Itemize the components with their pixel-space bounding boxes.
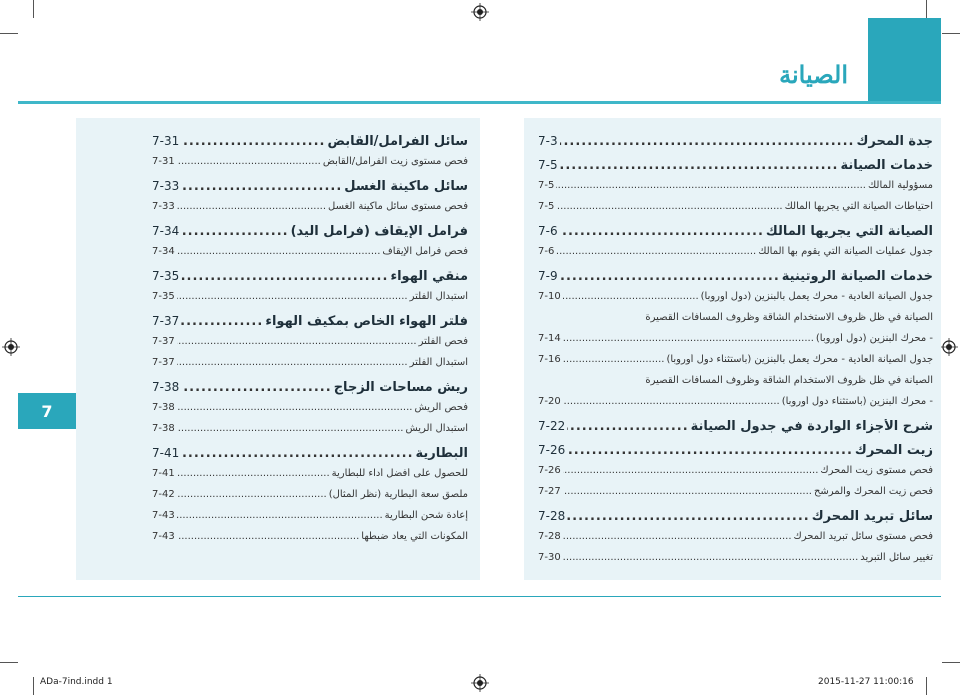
footer-timestamp: 2015-11-27 11:00:16 [818, 677, 914, 687]
header-rule [18, 101, 941, 104]
toc-subentry[interactable]: ملصق سعة البطارية (نظر المثال) ..... 7-42 [152, 489, 468, 510]
crop-mark [33, 0, 34, 18]
toc-subentry[interactable]: جدول عمليات الصيانة التي يقوم بها المالك ..... 7-6 [538, 246, 933, 267]
toc-entry[interactable]: خدمات الصيانة الروتينية ..... 7-9 [538, 269, 933, 291]
toc-subentry[interactable]: فحص مستوى زيت الفرامل/القابض ..... 7-31 [152, 156, 468, 177]
toc-subentry[interactable]: مسؤولية المالك ..... 7-5 [538, 180, 933, 201]
toc-subentry[interactable]: تغيير سائل التبريد ..... 7-30 [538, 552, 933, 573]
toc-subentry[interactable]: استبدال الفلتر ..... 7-35 [152, 291, 468, 312]
crop-mark [926, 677, 927, 695]
toc-subentry[interactable]: فحص زيت المحرك والمرشح ..... 7-27 [538, 486, 933, 507]
toc-subentry[interactable]: إعادة شحن البطارية ..... 7-43 [152, 510, 468, 531]
toc-subentry[interactable]: - محرك البنزين (دول أوروبا) ..... 7-14 [538, 333, 933, 354]
toc-entry[interactable]: الصيانة التي يجريها المالك ..... 7-6 [538, 224, 933, 246]
page-title: الصيانة [779, 60, 848, 89]
toc-entry[interactable]: ريش مساحات الزجاج ..... 7-38 [152, 380, 468, 402]
toc-column-left [152, 132, 468, 552]
toc-subentry[interactable]: للحصول على أفضل أداء للبطارية ..... 7-41 [152, 468, 468, 489]
chapter-corner-block [868, 18, 941, 101]
toc-subentry[interactable]: فحص فرامل الإيقاف ..... 7-34 [152, 246, 468, 267]
toc-entry[interactable]: فلتر الهواء الخاص بمكيف الهواء ..... 7-37 [152, 314, 468, 336]
registration-mark-icon [471, 674, 489, 692]
toc-subentry[interactable]: فحص مستوى سائل تبريد المحرك ..... 7-28 [538, 531, 933, 552]
chapter-tab [18, 393, 76, 429]
crop-mark [0, 662, 18, 663]
toc-subentry[interactable]: فحص الفلتر ..... 7-37 [152, 336, 468, 357]
toc-entry[interactable]: منقي الهواء ..... 7-35 [152, 269, 468, 291]
toc-subentry[interactable]: فحص مستوى سائل ماكينة الغسل ..... 7-33 [152, 201, 468, 222]
toc-subentry[interactable]: فحص مستوى زيت المحرك ..... 7-26 [538, 465, 933, 486]
toc-entry[interactable]: سائل الفرامل/القابض ..... 7-31 [152, 134, 468, 156]
toc-entry[interactable]: فرامل الإيقاف (فرامل اليد) ..... 7-34 [152, 224, 468, 246]
crop-mark [942, 662, 960, 663]
crop-mark [0, 33, 18, 34]
toc-entry[interactable]: خدمات الصيانة ..... 7-5 [538, 158, 933, 180]
toc-subentry[interactable]: احتياطات الصيانة التي يجريها المالك ..... 7-5 [538, 201, 933, 222]
toc-subentry[interactable]: - محرك البنزين (باستثناء دول أوروبا) ..... 7-20 [538, 396, 933, 417]
toc-subentry-continuation: الصيانة في ظل ظروف الاستخدام الشاقة وظروف المسافات القصيرة [645, 312, 933, 323]
registration-mark-icon [471, 3, 489, 21]
toc-subentry[interactable]: جدول الصيانة العادية - محرك يعمل بالبنزين (باستثناء دول أوروبا) ..... 7-16 [538, 354, 933, 375]
crop-mark [942, 33, 960, 34]
footer-filename: ADa-7ind.indd 1 [40, 677, 113, 687]
toc-subentry[interactable]: جدول الصيانة العادية - محرك يعمل بالبنزين (دول أوروبا) ..... 7-10 [538, 291, 933, 312]
registration-mark-icon [2, 338, 20, 356]
toc-subentry[interactable]: استبدال الفلتر ..... 7-37 [152, 357, 468, 378]
toc-entry[interactable]: البطارية ..... 7-41 [152, 446, 468, 468]
toc-entry[interactable]: جدة المحرك ..... 7-3 [538, 134, 933, 156]
toc-subentry[interactable]: استبدال الريش ..... 7-38 [152, 423, 468, 444]
chapter-number: 7 [41, 401, 53, 421]
toc-subentry[interactable]: فحص الريش ..... 7-38 [152, 402, 468, 423]
toc-subentry-continuation: الصيانة في ظل ظروف الاستخدام الشاقة وظروف المسافات القصيرة [645, 375, 933, 386]
footer-rule [18, 596, 941, 597]
crop-mark [33, 677, 34, 695]
toc-subentry[interactable]: المكونات التي يعاد ضبطها ..... 7-43 [152, 531, 468, 552]
toc-entry[interactable]: زيت المحرك ..... 7-26 [538, 443, 933, 465]
toc-entry[interactable]: شرح الأجزاء الواردة في جدول الصيانة ..... 7-22 [538, 419, 933, 441]
toc-entry[interactable]: سائل تبريد المحرك ..... 7-28 [538, 509, 933, 531]
registration-mark-icon [940, 338, 958, 356]
toc-entry[interactable]: سائل ماكينة الغسل ..... 7-33 [152, 179, 468, 201]
crop-mark [926, 0, 927, 18]
toc-column-right [538, 132, 933, 573]
